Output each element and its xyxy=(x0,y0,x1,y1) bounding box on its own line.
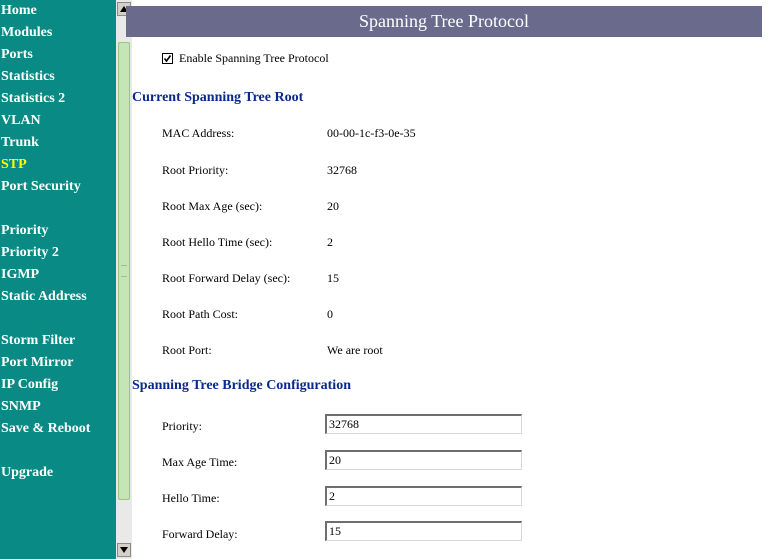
root-path-cost-label: Root Path Cost: xyxy=(162,307,239,321)
main-content xyxy=(132,0,768,559)
enable-stp-checkbox[interactable] xyxy=(162,53,173,64)
root-path-cost-value: 0 xyxy=(327,307,333,321)
sidebar-item-upgrade[interactable]: Upgrade xyxy=(1,465,54,480)
sidebar-item-statistics-2[interactable]: Statistics 2 xyxy=(1,91,66,106)
root-port-label: Root Port: xyxy=(162,343,212,357)
sidebar-item-trunk[interactable]: Trunk xyxy=(1,135,39,150)
priority-input[interactable] xyxy=(325,414,522,434)
sidebar-item-port-mirror[interactable]: Port Mirror xyxy=(1,355,74,370)
root-section-heading: Current Spanning Tree Root xyxy=(132,90,304,105)
forward-delay-input[interactable] xyxy=(325,521,522,541)
hello-time-label: Hello Time: xyxy=(162,491,220,505)
scroll-down-button[interactable] xyxy=(117,543,131,557)
sidebar-nav xyxy=(0,0,116,559)
enable-stp-label: Enable Spanning Tree Protocol xyxy=(179,51,329,65)
root-max-age-label: Root Max Age (sec): xyxy=(162,199,263,213)
sidebar-item-home[interactable]: Home xyxy=(1,3,37,18)
checkmark-icon xyxy=(163,54,172,63)
triangle-down-icon xyxy=(120,547,128,553)
sidebar-item-priority[interactable]: Priority xyxy=(1,223,49,238)
grip-icon xyxy=(121,265,127,277)
root-forward-delay-value: 15 xyxy=(327,271,339,285)
sidebar-item-static-address[interactable]: Static Address xyxy=(1,289,87,304)
root-forward-delay-label: Root Forward Delay (sec): xyxy=(162,271,291,285)
mac-address-label: MAC Address: xyxy=(162,126,235,140)
sidebar-item-port-security[interactable]: Port Security xyxy=(1,179,81,194)
sidebar-item-snmp[interactable]: SNMP xyxy=(1,399,41,414)
root-port-value: We are root xyxy=(327,343,383,357)
priority-label: Priority: xyxy=(162,419,203,433)
root-max-age-value: 20 xyxy=(327,199,339,213)
sidebar-item-stp[interactable]: STP xyxy=(1,157,27,172)
hello-time-input[interactable] xyxy=(325,486,522,506)
mac-address-value: 00-00-1c-f3-0e-35 xyxy=(327,126,416,140)
root-hello-time-value: 2 xyxy=(327,235,333,249)
max-age-time-input[interactable] xyxy=(325,450,522,470)
enable-stp-row[interactable] xyxy=(162,51,329,66)
bridge-section-heading: Spanning Tree Bridge Configuration xyxy=(132,378,351,393)
page-title: Spanning Tree Protocol xyxy=(126,6,762,37)
sidebar-item-ip-config[interactable]: IP Config xyxy=(1,377,59,392)
sidebar-item-statistics[interactable]: Statistics xyxy=(1,69,55,84)
sidebar-item-ports[interactable]: Ports xyxy=(1,47,33,62)
sidebar-item-modules[interactable]: Modules xyxy=(1,25,53,40)
sidebar-scrollbar[interactable] xyxy=(116,0,132,559)
sidebar-item-priority-2[interactable]: Priority 2 xyxy=(1,245,59,260)
root-hello-time-label: Root Hello Time (sec): xyxy=(162,235,273,249)
scrollbar-thumb[interactable] xyxy=(118,42,130,500)
forward-delay-label: Forward Delay: xyxy=(162,527,238,541)
sidebar-item-save-reboot[interactable]: Save & Reboot xyxy=(1,421,91,436)
sidebar-item-vlan[interactable]: VLAN xyxy=(1,113,41,128)
max-age-time-label: Max Age Time: xyxy=(162,455,238,469)
sidebar-item-igmp[interactable]: IGMP xyxy=(1,267,40,282)
sidebar-item-storm-filter[interactable]: Storm Filter xyxy=(1,333,76,348)
root-priority-value: 32768 xyxy=(327,163,357,177)
root-priority-label: Root Priority: xyxy=(162,163,229,177)
